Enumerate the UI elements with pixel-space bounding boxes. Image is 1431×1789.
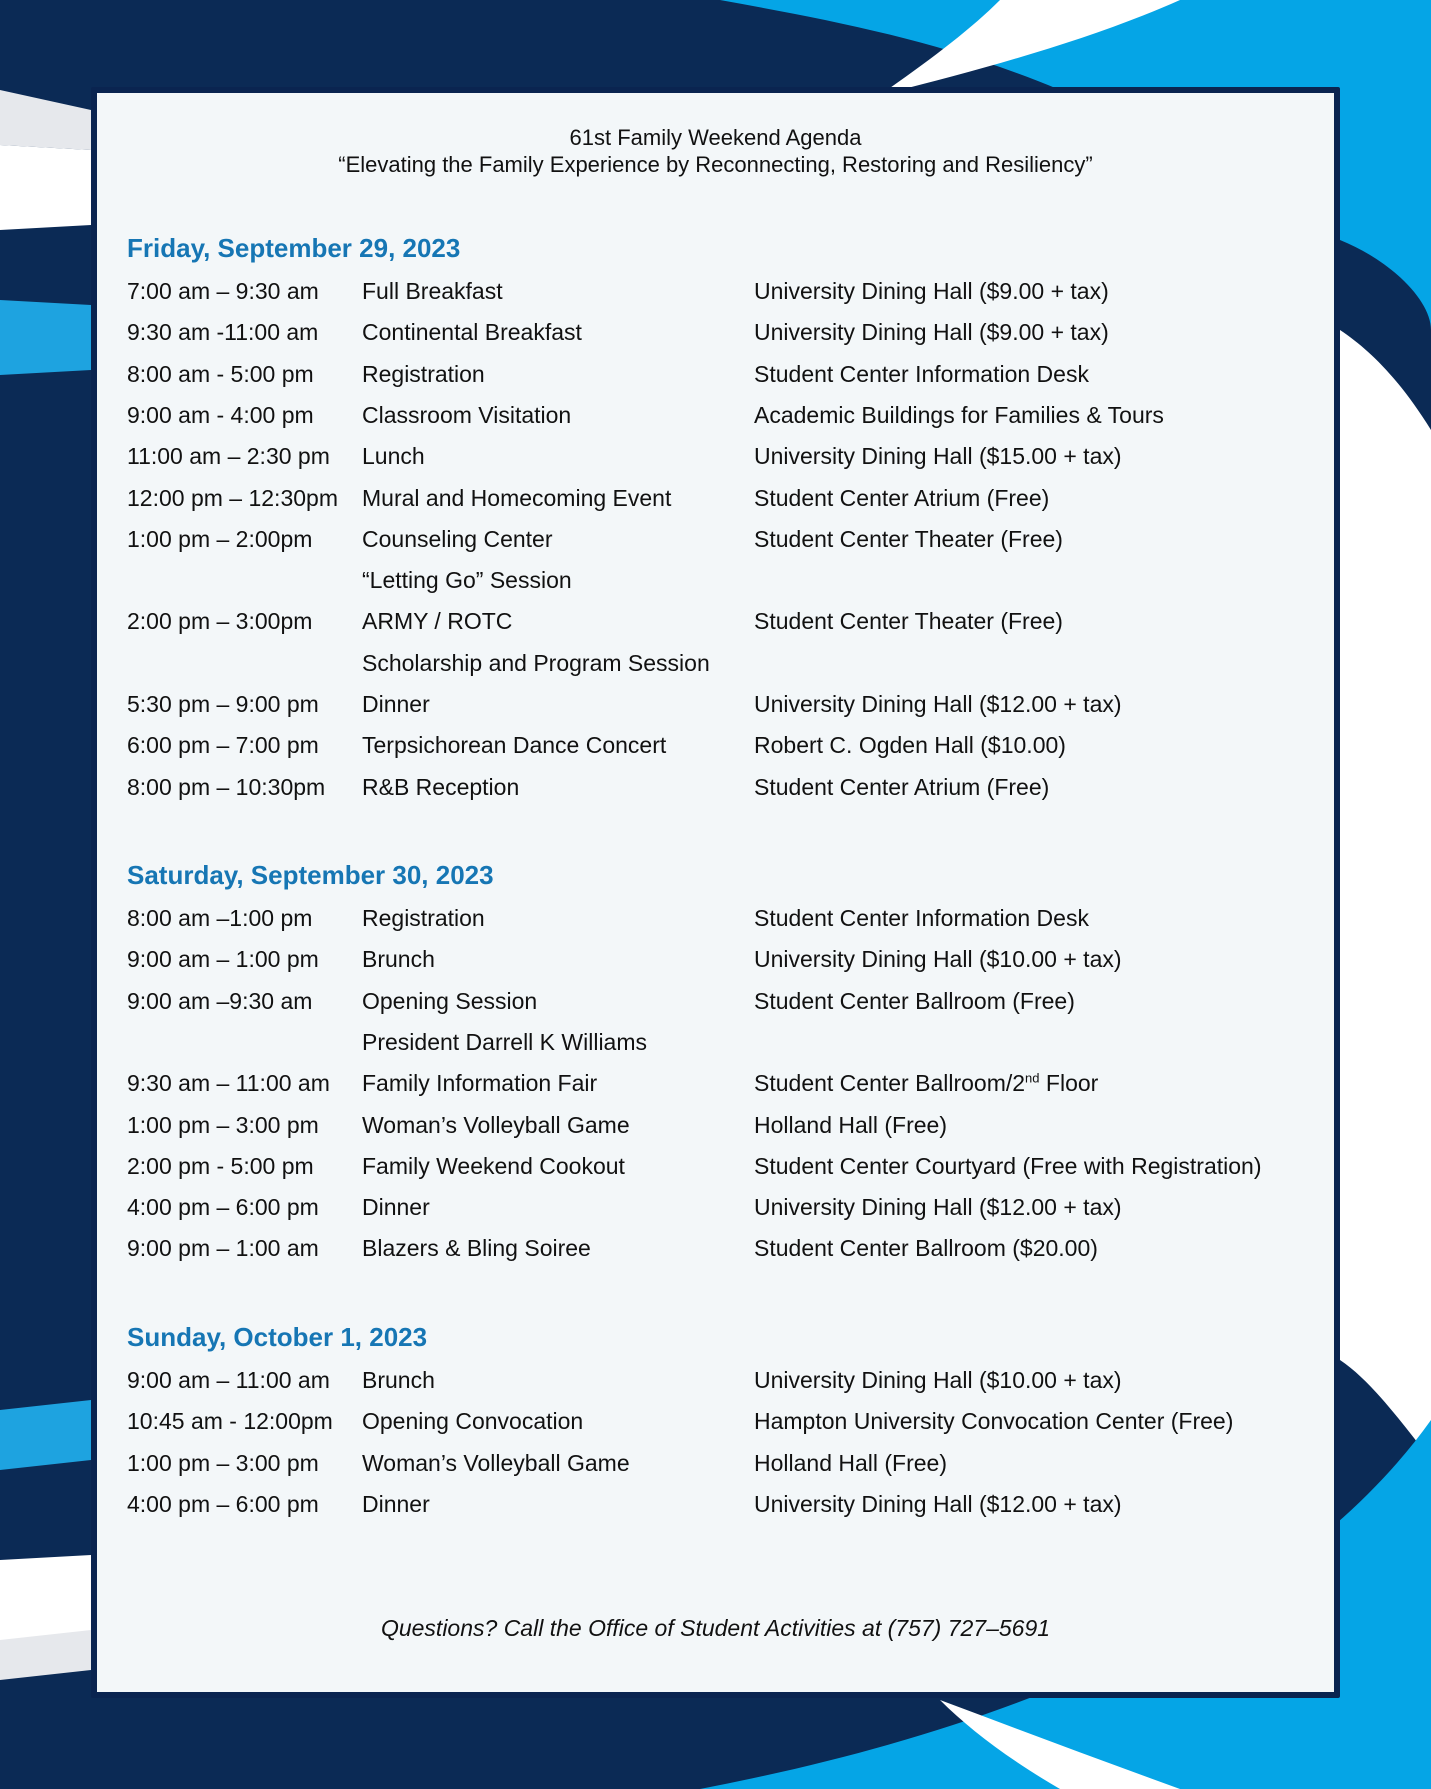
event-name: R&B Reception: [362, 773, 520, 800]
event-time: 5:30 pm – 9:00 pm: [127, 691, 319, 717]
event-name: Classroom Visitation: [362, 401, 572, 428]
event-location: University Dining Hall ($10.00 + tax): [754, 946, 1122, 973]
schedule-row: [127, 608, 1327, 638]
event-name: Brunch: [362, 1367, 435, 1393]
event-name: Dinner: [362, 1490, 430, 1517]
event-name: Woman’s Volleyball Game: [362, 1111, 630, 1138]
schedule-row: [127, 691, 1327, 721]
schedule-row: [127, 732, 1327, 762]
event-time: 9:00 am –9:30 am: [127, 987, 313, 1014]
event-location: University Dining Hall ($10.00 + tax): [754, 1367, 1122, 1393]
schedule-row: [127, 1367, 1327, 1397]
schedule-row: [127, 443, 1327, 473]
event-time: 7:00 am – 9:30 am: [127, 278, 319, 304]
event-name: Registration: [362, 905, 485, 931]
event-location: Holland Hall (Free): [754, 1111, 948, 1138]
event-name: Scholarship and Program Session: [362, 649, 710, 676]
agenda-title: 61st Family Weekend Agenda: [569, 125, 862, 150]
schedule-row: [127, 1408, 1327, 1438]
event-name: Woman’s Volleyball Game: [362, 1449, 630, 1476]
event-time: 1:00 pm – 3:00 pm: [127, 1449, 319, 1476]
event-location: University Dining Hall ($9.00 + tax): [754, 319, 1109, 346]
event-time: 8:00 pm – 10:30pm: [127, 773, 326, 800]
event-location: Student Center Information Desk: [754, 360, 1089, 387]
event-time: 1:00 pm – 3:00 pm: [127, 1111, 319, 1138]
event-time: 12:00 pm – 12:30pm: [127, 484, 338, 511]
event-location: University Dining Hall ($12.00 + tax): [754, 1490, 1122, 1517]
event-location: Student Center Ballroom ($20.00): [754, 1235, 1098, 1262]
schedule-row: [127, 319, 1327, 349]
event-location: Student Center Theater (Free): [754, 608, 1063, 635]
schedule-row: [127, 402, 1327, 432]
event-time: 1:00 pm – 2:00pm: [127, 525, 313, 552]
schedule-row: [127, 905, 1327, 935]
event-time: 2:00 pm – 3:00pm: [127, 608, 313, 635]
event-time: 9:00 pm – 1:00 am: [127, 1235, 319, 1262]
event-location: Holland Hall (Free): [754, 1449, 948, 1476]
event-name: ARMY / ROTC: [362, 608, 513, 635]
event-time: 4:00 pm – 6:00 pm: [127, 1194, 319, 1221]
event-name: Lunch: [362, 443, 425, 470]
schedule-row: [127, 526, 1327, 556]
event-location: University Dining Hall ($15.00 + tax): [754, 443, 1122, 470]
event-time: 8:00 am –1:00 pm: [127, 905, 313, 931]
event-location: Student Center Atrium (Free): [754, 484, 1050, 511]
event-location: University Dining Hall ($9.00 + tax): [754, 278, 1109, 304]
event-time: 8:00 am - 5:00 pm: [127, 360, 314, 387]
event-time: 6:00 pm – 7:00 pm: [127, 732, 319, 759]
agenda-card: [91, 87, 1340, 1698]
event-location: University Dining Hall ($12.00 + tax): [754, 1194, 1122, 1221]
event-name: Dinner: [362, 691, 430, 717]
event-name: Terpsichorean Dance Concert: [362, 732, 667, 759]
schedule-row: [127, 567, 1327, 597]
schedule-row: [127, 1235, 1327, 1265]
contact-footer: Questions? Call the Office of Student Activities at (757) 727–5691: [380, 1615, 1051, 1641]
schedule-row: [127, 1450, 1327, 1480]
ordinal-suffix: nd: [1025, 1070, 1040, 1086]
event-location: Academic Buildings for Families & Tours: [754, 401, 1164, 428]
event-name: Dinner: [362, 1194, 430, 1221]
event-name: Opening Session: [362, 987, 538, 1014]
event-time: 9:30 am -11:00 am: [127, 319, 319, 346]
event-location-main: Student Center Ballroom/2: [754, 1070, 1026, 1097]
event-time: 9:00 am – 11:00 am: [127, 1367, 330, 1393]
event-location-suffix: Floor: [1039, 1070, 1099, 1097]
schedule-row: [127, 988, 1327, 1018]
event-location: Student Center Atrium (Free): [754, 773, 1050, 800]
event-time: 9:30 am – 11:00 am: [127, 1070, 330, 1097]
event-name: Family Information Fair: [362, 1070, 598, 1097]
schedule-row: [127, 278, 1327, 308]
day-heading-sunday: Sunday, October 1, 2023: [127, 1322, 428, 1352]
event-time: 10:45 am - 12:00pm: [127, 1408, 333, 1435]
day-heading-friday: Friday, September 29, 2023: [127, 233, 461, 263]
schedule-row: [127, 650, 1327, 680]
event-time: 9:00 am – 1:00 pm: [127, 946, 319, 973]
agenda-subtitle: “Elevating the Family Experience by Reconnecting, Restoring and Resiliency”: [338, 152, 1093, 177]
schedule-row: [127, 1070, 1327, 1100]
event-name: Counseling Center: [362, 525, 553, 552]
event-location: Hampton University Convocation Center (Free): [754, 1408, 1234, 1435]
event-location: Student Center Theater (Free): [754, 525, 1063, 552]
schedule-row: [127, 1491, 1327, 1521]
schedule-row: [127, 361, 1327, 391]
agenda-header: [97, 124, 1334, 178]
schedule-row: [127, 1112, 1327, 1142]
event-name: Full Breakfast: [362, 278, 503, 304]
event-time: 11:00 am – 2:30 pm: [127, 443, 330, 470]
event-time: 2:00 pm - 5:00 pm: [127, 1152, 314, 1179]
event-name: Family Weekend Cookout: [362, 1152, 625, 1179]
event-name: President Darrell K Williams: [362, 1028, 648, 1055]
event-location: Student Center Information Desk: [754, 905, 1089, 931]
event-name: “Letting Go” Session: [362, 567, 572, 594]
schedule-row: [127, 946, 1327, 976]
event-time: 4:00 pm – 6:00 pm: [127, 1490, 319, 1517]
event-time: 9:00 am - 4:00 pm: [127, 401, 314, 428]
schedule-row: [127, 1029, 1327, 1059]
event-location: Student Center Ballroom (Free): [754, 987, 1075, 1014]
event-name: Registration: [362, 360, 485, 387]
event-name: Opening Convocation: [362, 1408, 584, 1435]
event-name: Brunch: [362, 946, 435, 973]
schedule-row: [127, 485, 1327, 515]
event-location: Student Center Courtyard (Free with Registration): [754, 1152, 1262, 1179]
event-location: [754, 1070, 1098, 1097]
schedule-row: [127, 1194, 1327, 1224]
event-location: University Dining Hall ($12.00 + tax): [754, 691, 1122, 717]
event-name: Mural and Homecoming Event: [362, 484, 672, 511]
event-name: Continental Breakfast: [362, 319, 582, 346]
event-location: Robert C. Ogden Hall ($10.00): [754, 732, 1066, 759]
event-name: Blazers & Bling Soiree: [362, 1235, 591, 1262]
schedule-row: [127, 1153, 1327, 1183]
day-heading-saturday: Saturday, September 30, 2023: [127, 860, 494, 890]
schedule-row: [127, 774, 1327, 804]
